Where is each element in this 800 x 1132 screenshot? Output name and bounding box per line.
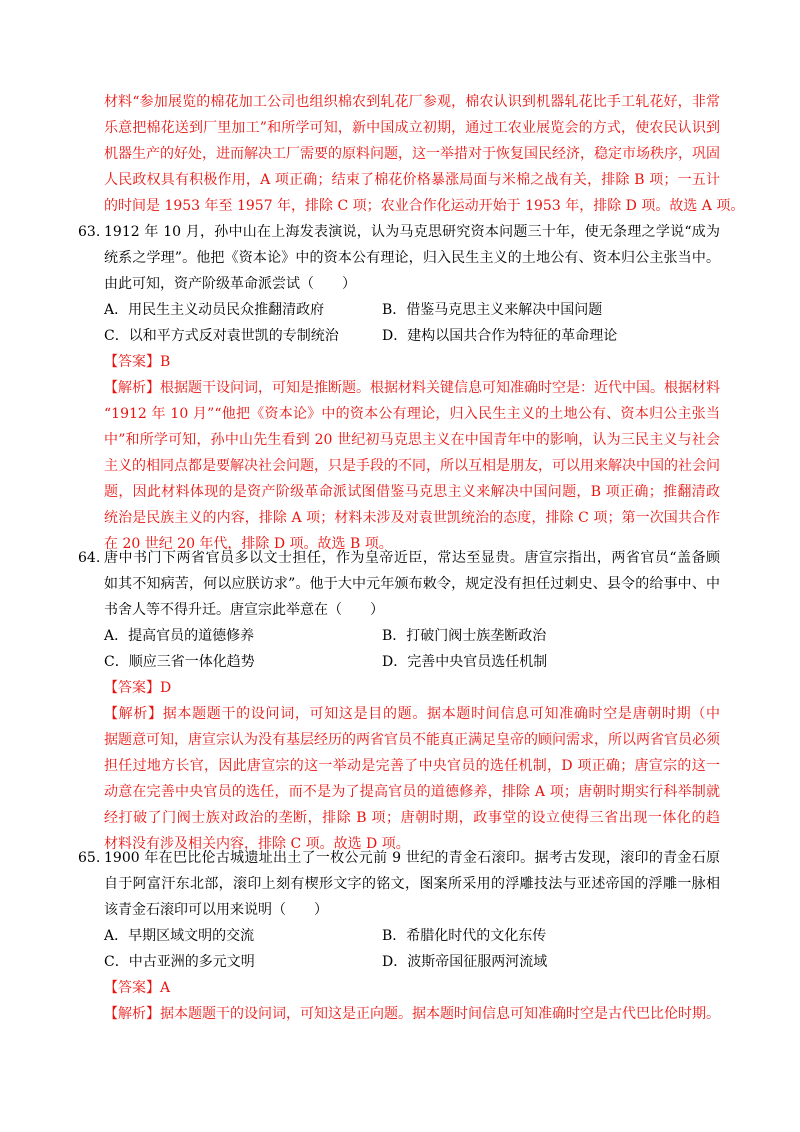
stem-line: 统系之学理”。他把《资本论》中的资本公有理论，归入民生主义的土地公有、资本归公主张当中。 [104, 250, 720, 266]
analysis-line: 经打破了门阀士族对政治的垄断，排除 B 项；唐朝时期，政事堂的设立使得三省出现一体化的趋 [104, 810, 720, 826]
analysis-line: 动意在完善中央官员的选任，而不是为了提高官员的道德修养，排除 A 项；唐朝时期实行科举制就 [104, 784, 720, 800]
option-b: B．借鉴马克思主义来解决中国问题 [382, 302, 603, 318]
previous-analysis-block [104, 89, 745, 219]
stem-line: 自于阿富汗东北部，滚印上刻有楔形文字的铭文，图案所采用的浮雕技法与亚述帝国的浮雕一脉相 [104, 876, 720, 892]
analysis-line: 在 20 世纪 20 年代，排除 D 项。故选 B 项。 [104, 536, 393, 552]
analysis-line: 中”和所学可知，孙中山先生看到 20 世纪初马克思主义在中国青年中的影响，认为三民主义与社会 [104, 432, 720, 448]
analysis-line: 材料没有涉及相关内容，排除 C 项。故选 D 项。 [104, 836, 410, 852]
analysis-line: 统治是民族主义的内容，排除 A 项；材料未涉及对袁世凯统治的态度，排除 C 项；第一次国共合作 [104, 510, 720, 526]
answer-analysis [104, 349, 720, 557]
option-a: A．用民生主义动员民众推翻清政府 [104, 302, 325, 318]
analysis-line: 【解析】根据题干设问词，可知是推断题。根据材料关键信息可知准确时空是：近代中国。根据材料 [104, 380, 720, 396]
stem-line: 1912 年 10 月，孙中山在上海发表演说，认为马克思研究资本问题三十年，使无条理之学说“成为 [104, 224, 720, 240]
answer-label: 【答案】B [104, 354, 171, 370]
option-d: D．波斯帝国征服两河流域 [382, 954, 548, 970]
analysis-line: 【解析】据本题题干的设问词，可知这是正向题。据本题时间信息可知准确时空是古代巴比伦时期。 [104, 1006, 720, 1022]
answer-label: 【答案】A [104, 980, 171, 996]
stem-line: 1900 年在巴比伦古城遗址出土了一枚公元前 9 世纪的青金石滚印。据考古发现，滚印的青金石原 [104, 850, 720, 866]
stem-line: 如其不知病苦，何以应朕访求”。他于大中元年颁布敕令，规定没有担任过刺史、县令的给事中、中 [104, 576, 720, 592]
option-c: C．顺应三省一体化趋势 [104, 654, 255, 670]
option-c: C．以和平方式反对袁世凯的专制统治 [104, 328, 339, 344]
option-c: C．中古亚洲的多元文明 [104, 954, 255, 970]
analysis-line: “1912 年 10 月”“他把《资本论》中的资本公有理论，归入民生主义的土地公有、资本归公主张当 [104, 406, 720, 422]
question-number: 65. [78, 850, 101, 866]
question-stem [104, 545, 720, 623]
analysis-line: 题，因此材料体现的是资产阶级革命派试图借鉴马克思主义来解决中国问题，B 项正确；推翻清政 [104, 484, 720, 500]
analysis-line: 乐意把棉花送到厂里加工”和所学可知，新中国成立初期，通过工农业展览会的方式，使农民认识到 [104, 120, 720, 136]
option-b: B．打破门阀士族垄断政治 [382, 628, 547, 644]
analysis-line: 人民政权具有积极作用，A 项正确；结束了棉花价格暴涨局面与米棉之战有关，排除 B 项；一五计 [104, 172, 720, 188]
analysis-line: 主义的相同点都是要解决社会问题，只是手段的不同，所以互相是朋友，可以用来解决中国的社会问 [104, 458, 720, 474]
option-d: D．完善中央官员选任机制 [382, 654, 548, 670]
answer-analysis [104, 975, 720, 1027]
question-stem [104, 219, 720, 297]
question-stem [104, 845, 720, 923]
option-b: B．希腊化时代的文化东传 [382, 928, 547, 944]
question-number: 63. [78, 224, 101, 240]
option-a: A．早期区域文明的交流 [104, 928, 255, 944]
analysis-line: 材料“参加展览的棉花加工公司也组织棉农到轧花厂参观，棉农认识到机器轧花比手工轧花好，非常 [104, 94, 720, 110]
analysis-line: 机器生产的好处，进而解决工厂需要的原料问题，这一举措对于恢复国民经济，稳定市场秩序，巩固 [104, 146, 720, 162]
question-number: 64. [78, 550, 101, 566]
stem-line: 唐中书门下两省官员多以文士担任，作为皇帝近臣，常达至显贵。唐宣宗指出，两省官员“盖备顾 [104, 550, 720, 566]
stem-line: 该青金石滚印可以用来说明（ ） [104, 902, 328, 918]
stem-line: 由此可知，资产阶级革命派尝试（ ） [104, 276, 356, 292]
option-d: D．建构以国共合作为特征的革命理论 [382, 328, 618, 344]
answer-label: 【答案】D [104, 680, 172, 696]
analysis-line: 担任过地方长官，因此唐宣宗的这一举动是完善了中央官员的选任机制，D 项正确；唐宣宗的这一 [104, 758, 720, 774]
analysis-line: 【解析】据本题题干的设问词，可知这是目的题。据本题时间信息可知准确时空是唐朝时期（中 [104, 706, 720, 722]
analysis-line: 据题意可知，唐宣宗认为没有基层经历的两省官员不能真正满足皇帝的顾问需求，所以两省官员必须 [104, 732, 720, 748]
answer-analysis [104, 675, 720, 857]
option-a: A．提高官员的道德修养 [104, 628, 255, 644]
stem-line: 书舍人等不得升迁。唐宣宗此举意在（ ） [104, 602, 384, 618]
analysis-line: 的时间是 1953 年至 1957 年，排除 C 项；农业合作化运动开始于 1953 年，排除 D 项。故选 A 项。 [104, 198, 745, 214]
